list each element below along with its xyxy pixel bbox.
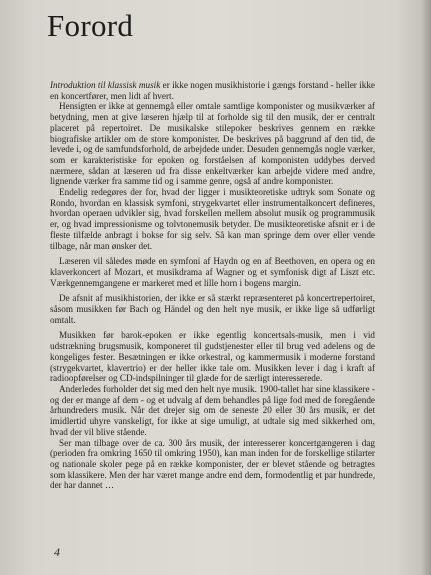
- paragraph-6: Musikken før barok-epoken er ikke egentlig koncertsals-musik, men i vid udstrækning brugsmusik, komponeret til gudstjenester eller til brug ved adelens og de kongeliges fester. Besætningen er ikke orkestral, og kammermusik i moderne forstand (strygekvartet, klavertrio) er der heller ikke tale om. Musikken lever i dag i kraft af radioopførelser og CD-indspilninger til glæde for de særligt interesserede.: [50, 330, 375, 384]
- book-title-italic: Introduktion til klassisk musik: [50, 80, 161, 90]
- paragraph-1: Introduktion til klassisk musik er ikke nogen musikhistorie i gængs forstand - heller ikke en koncertfører, men lidt af hvert.: [50, 80, 375, 101]
- paragraph-2: Hensigten er ikke at gennemgå eller omtale samtlige komponister og musikværker af betydning, men at give læseren hjælp til at forholde sig til den musik, der er centralt placeret på repertoiret. De musikalske stilepoker beskrives gennem en række biografiske artikler om de store komponister. De beskrives på baggrund af den tid, de levede i, og de samfundsforhold, de arbejdede under. Desuden gennemgås nogle værker, som er karakteristiske for epoken og forståelsen af komponisten uddybes derved nærmere, sådan at læseren ud fra disse enkeltværker kan arbejde videre med andre, lignende værker fra samme tid og i samme genre, også af andre komponister.: [50, 101, 375, 187]
- page-edge-shadow: [421, 0, 431, 575]
- page-title: Forord: [47, 8, 134, 43]
- paragraph-7: Anderledes forholder det sig med den helt nye musik. 1900-tallet har sine klassikere - og der er mange af dem - og et udvalg af dem behandles på lige fod med de foregående århundreders musik. Når det drejer sig om de seneste 20 eller 30 års musik, er det imidlertid uhyre vanskeligt, for ikke at sige umuligt, at udtale sig med sikkerhed om, hvad der vil blive stående.: [50, 383, 375, 437]
- paragraph-4: Læseren vil således møde en symfoni af Haydn og en af Beethoven, en opera og en klaverkoncert af Mozart, et musikdrama af Wagner og et symfonisk digt af Liszt etc. Værkgennemgangene er markeret med et lille horn i bogens margin.: [50, 256, 375, 288]
- paragraph-8: Ser man tilbage over de ca. 300 års musik, der interesserer koncertgængeren i dag (perioden fra omkring 1650 til omkring 1950), kan man inden for de forskellige stilarter og nationale skoler pege på en række komponister, der er blevet stående og betragtes som klassikere. Men der har været mange andre end dem, formodentlig et par hundrede, der har dannet …: [50, 437, 375, 491]
- preface-body: [50, 80, 375, 491]
- paragraph-3: Endelig redegøres der for, hvad der ligger i musikteoretiske udtryk som Sonate og Rondo, hvordan en klassisk symfoni, strygekvartet eller instrumentalkoncert defineres, hvordan operaen udvikler sig, hvad forskellen mellem absolut musik og programmusik er, og hvad impressionisme og tolvtonemusik betyder. De musikteoretiske afsnit er i de fleste tilfælde anbragt i bokse for sig selv. Så kan man springe dem over eller vende tilbage, når man ønsker det.: [50, 187, 375, 251]
- page-number: 4: [54, 545, 60, 559]
- paragraph-5: De afsnit af musikhistorien, der ikke er så stærkt repræsenteret på koncertrepertoiret, såsom musikken før Bach og Händel og den helt nye musik, er ikke lige så udførligt omtalt.: [50, 293, 375, 325]
